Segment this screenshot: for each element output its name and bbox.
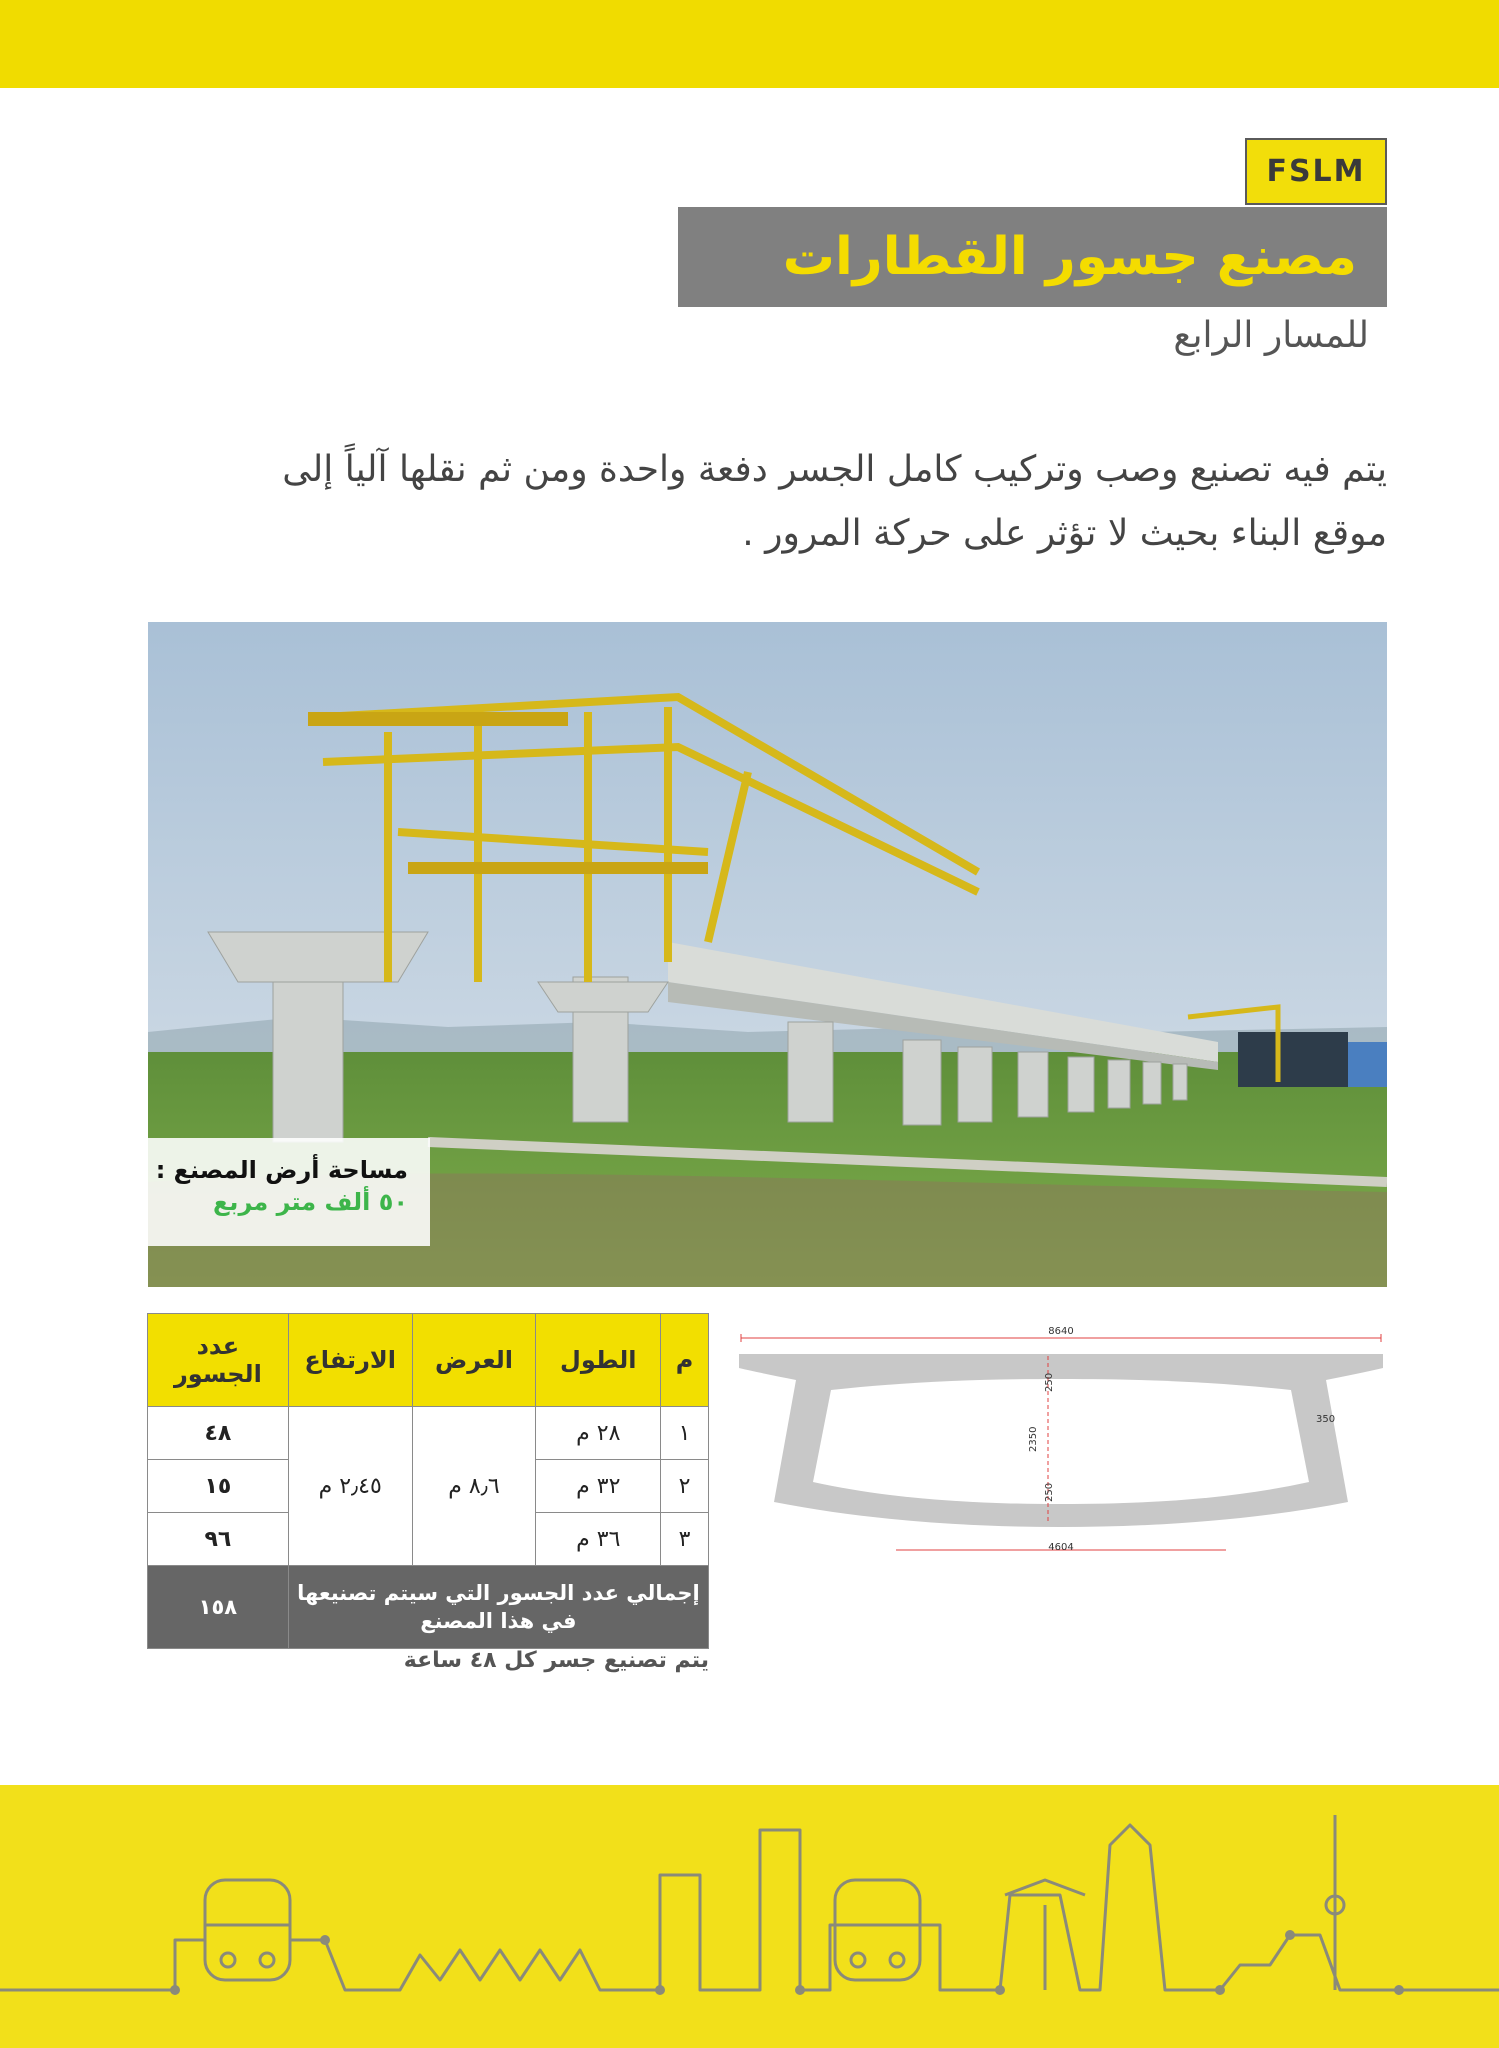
intro-line-2: موقع البناء بحيث لا تؤثر على حركة المرور . — [742, 513, 1387, 554]
header-index: م — [661, 1314, 709, 1407]
row-index: ٢ — [661, 1460, 709, 1513]
row-height: ٢٫٤٥ م — [288, 1407, 412, 1566]
top-yellow-band — [0, 0, 1499, 88]
total-value: ١٥٨ — [148, 1566, 289, 1649]
row-width: ٨٫٦ م — [412, 1407, 536, 1566]
row-count: ٤٨ — [148, 1407, 289, 1460]
header-length: الطول — [536, 1314, 661, 1407]
page-title-bar — [678, 207, 1387, 307]
row-count: ٩٦ — [148, 1513, 289, 1566]
row-length: ٣٦ م — [536, 1513, 661, 1566]
table-header-row — [148, 1314, 709, 1407]
city-skyline-illustration — [0, 1785, 1499, 2048]
dim-bottom-slab: 250 — [1044, 1482, 1055, 1502]
dim-bottom-width: 4604 — [1048, 1542, 1074, 1553]
girder-cross-section-drawing — [736, 1322, 1386, 1567]
total-row — [148, 1566, 709, 1649]
total-label-line-2: في هذا المصنع — [420, 1609, 577, 1633]
dim-top-slab: 250 — [1044, 1372, 1055, 1392]
header-width: العرض — [412, 1314, 536, 1407]
row-length: ٢٨ م — [536, 1407, 661, 1460]
dim-top-width: 8640 — [1048, 1326, 1074, 1337]
intro-line-1: يتم فيه تصنيع وصب وتركيب كامل الجسر دفعة واحدة ومن ثم نقلها آلياً إلى — [282, 449, 1387, 490]
header-height: الارتفاع — [288, 1314, 412, 1407]
row-length: ٣٢ م — [536, 1460, 661, 1513]
brand-logo — [1245, 138, 1387, 205]
area-label: مساحة أرض المصنع : — [155, 1156, 408, 1184]
header-count: عدد الجسور — [148, 1314, 289, 1407]
production-rate-note: يتم تصنيع جسر كل ٤٨ ساعة — [403, 1648, 709, 1673]
total-label-line-1: إجمالي عدد الجسور التي سيتم تصنيعها — [297, 1581, 700, 1605]
table-row — [148, 1407, 709, 1460]
dim-depth: 2350 — [1028, 1426, 1039, 1452]
page-title: مصنع جسور القطارات — [782, 227, 1357, 287]
area-value: ٥٠ ألف متر مربع — [213, 1188, 408, 1216]
dim-web: 350 — [1316, 1414, 1336, 1425]
factory-area-box — [148, 1138, 430, 1246]
row-index: ٣ — [661, 1513, 709, 1566]
row-count: ١٥ — [148, 1460, 289, 1513]
intro-paragraph — [240, 438, 1387, 566]
brand-text: FSLM — [1266, 154, 1366, 189]
bottom-decorative-band — [0, 1785, 1499, 2048]
total-label — [288, 1566, 708, 1649]
page-subtitle: للمسار الرابع — [1173, 315, 1369, 356]
bridge-specs-table — [147, 1313, 709, 1649]
row-index: ١ — [661, 1407, 709, 1460]
